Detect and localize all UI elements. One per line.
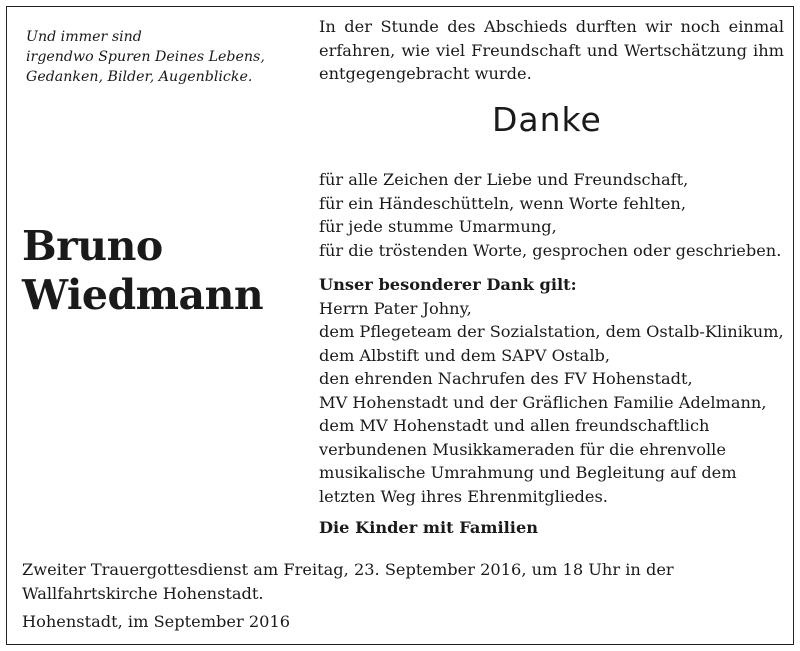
special-thanks xyxy=(319,273,789,508)
first-name: Bruno xyxy=(22,222,163,270)
special-thanks-line: letzten Weg ihres Ehrenmitgliedes. xyxy=(319,486,608,506)
special-thanks-line: Herrn Pater Johny, xyxy=(319,298,472,318)
place-date: Hohenstadt, im September 2016 xyxy=(22,612,291,631)
thanks-line: für jede stumme Umarmung, xyxy=(319,217,557,236)
poem-line: Und immer sind xyxy=(26,29,142,45)
memorial-poem xyxy=(26,27,286,87)
special-thanks-line: dem Pflegeteam der Sozialstation, dem Ostalb-Klinikum, xyxy=(319,322,784,341)
thanks-list xyxy=(319,168,789,262)
service-announcement: Zweiter Trauergottesdienst am Freitag, 23. September 2016, um 18 Uhr in der Wallfahrtskirche Hohenstadt. xyxy=(22,560,674,603)
special-thanks-line: verbundenen Musikkameraden für die ehrenvolle xyxy=(319,439,726,459)
poem-line: Gedanken, Bilder, Augenblicke. xyxy=(26,69,253,85)
thanks-line: für die tröstenden Worte, gesprochen oder geschrieben. xyxy=(319,240,782,260)
deceased-name xyxy=(22,222,263,320)
thanks-line: für ein Händeschütteln, wenn Worte fehlten, xyxy=(319,193,686,213)
last-name: Wiedmann xyxy=(22,271,264,319)
special-thanks-line: MV Hohenstadt und der Gräflichen Familie Adelmann, xyxy=(319,392,767,412)
special-thanks-line: den ehrenden Nachrufen des FV Hohenstadt, xyxy=(319,369,693,388)
intro-text: In der Stunde des Abschieds durften wir noch einmal erfahren, wie viel Freundschaft und Wertschätzung ihm entgegengebracht wurde. xyxy=(319,17,784,83)
special-thanks-line: dem Albstift und dem SAPV Ostalb, xyxy=(319,345,611,365)
special-thanks-title: Unser besonderer Dank gilt: xyxy=(319,275,577,294)
thanks-line: für alle Zeichen der Liebe und Freundschaft, xyxy=(319,170,689,189)
poem-line: irgendwo Spuren Deines Lebens, xyxy=(26,49,265,65)
family-signature: Die Kinder mit Familien xyxy=(319,518,539,537)
special-thanks-line: dem MV Hohenstadt und allen freundschaftlich xyxy=(319,416,710,435)
special-thanks-line: musikalische Umrahmung und Begleitung auf dem xyxy=(319,463,737,482)
danke-heading: Danke xyxy=(492,100,602,139)
